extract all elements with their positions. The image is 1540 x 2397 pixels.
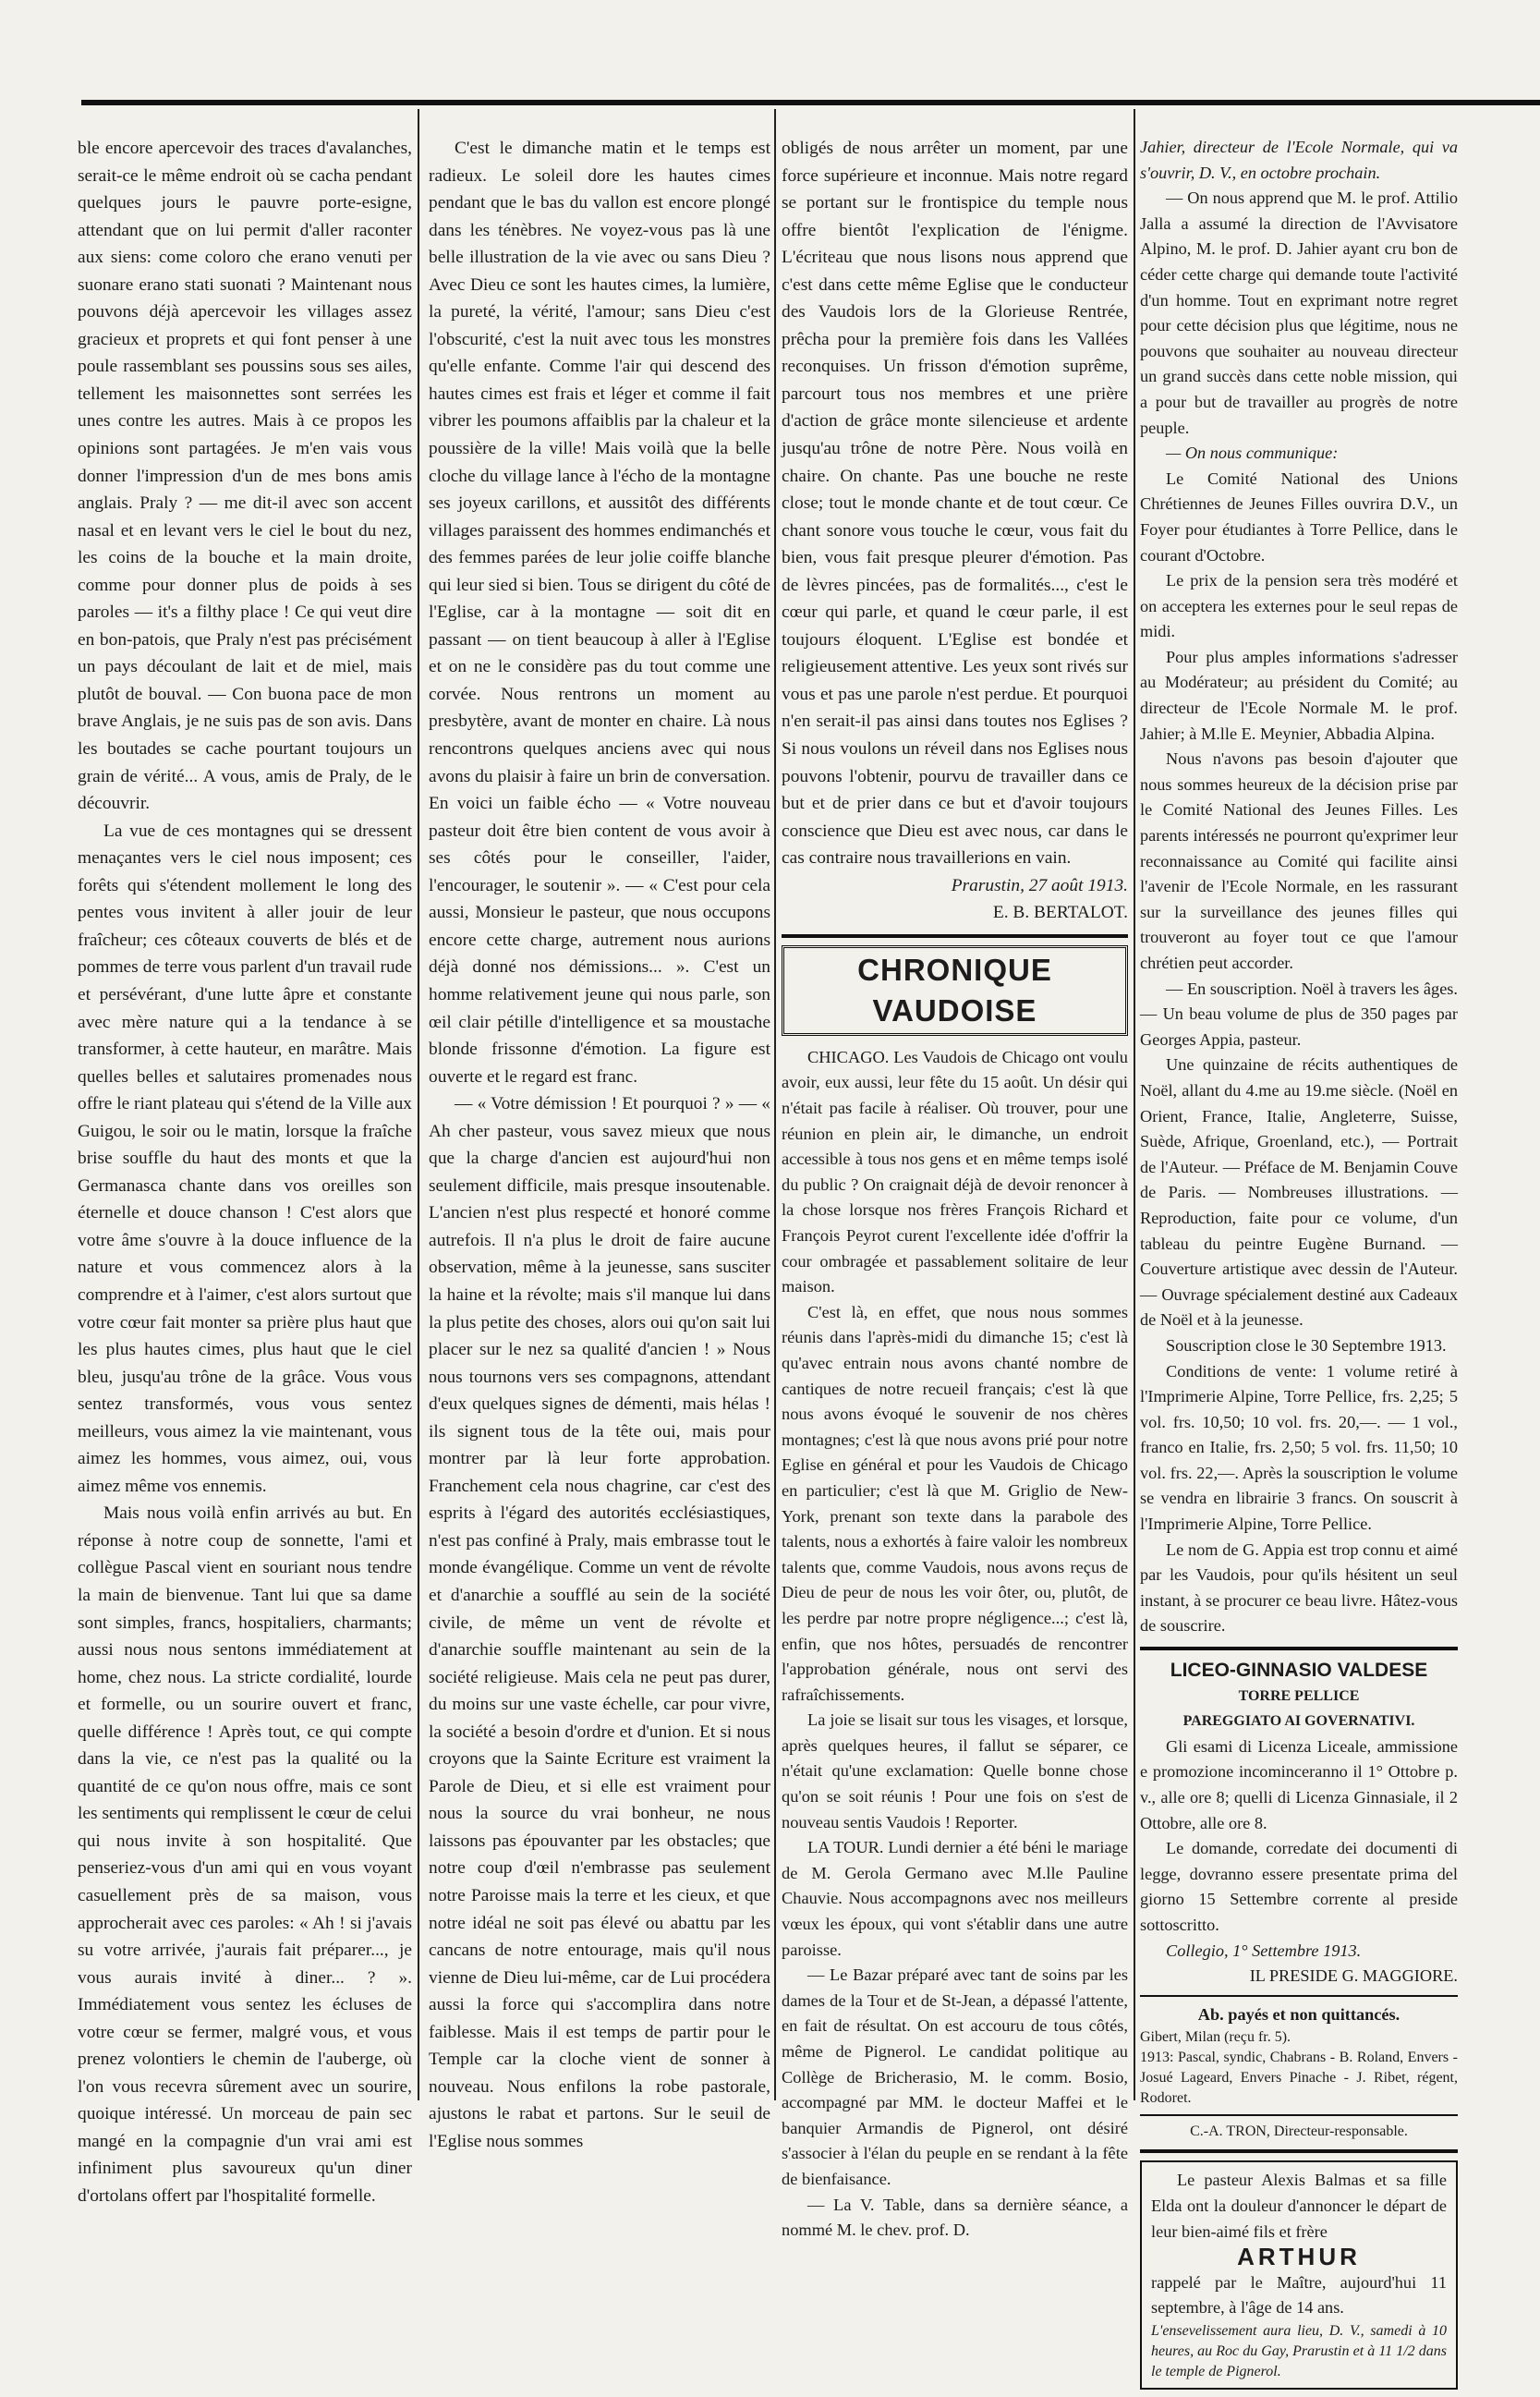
paragraph: Nous n'avons pas besoin d'ajouter que nous sommes heureux de la décision prise par le Comité National des Jeunes Filles. Les parents intéressés ne pourront qu'exprimer leur reconnaissance au Comité qui facilite ainsi l'avenir de l'Ecole Normale, en les rassurant sur la surveillance des jeunes filles qui trouveront au foyer tout ce que l'amour chrétien peut accorder. [1140, 749, 1458, 972]
paragraph: Souscription close le 30 Septembre 1913. [1166, 1335, 1447, 1355]
article-author: E. B. BERTALOT. [992, 903, 1128, 923]
paragraph: Une quinzaine de récits authentiques de Noël, allant du 4.me au 19.me siècle. (Noël en Orient, France, Italie, Angleterre, Suisse, Suède, Afrique, Groenland, etc.), — Portrait de l'Auteur. — Préface de M. Benjamin Couve de Paris. — Nombreuses illustrations. — Reproduction, faite pour ce volume, d'un tableau du peintre Eugène Burnand. — Couverture artistique avec dessin de l'Auteur. — Ouvrage spécialement destiné aux Cadeaux de Noël et à la jeunesse. [1140, 1055, 1458, 1330]
paragraph: Le prix de la pension sera très modéré et on acceptera les externes pour le seul repas de midi. [1140, 571, 1458, 641]
subscriptions-title: Ab. payés et non quittancés. [1197, 2004, 1401, 2024]
liceo-notice [1140, 1658, 1458, 1989]
paragraph: Jahier, directeur de l'Ecole Normale, qui va s'ouvrir, D. V., en octobre prochain. [1140, 138, 1458, 182]
paragraph: — On nous apprend que M. le prof. Attilio Jalla a assumé la direction de l'Avvisatore Alpino, M. le prof. D. Jahier ayant cru bon de céder cette charge qui demande toute l'activité d'un homme. Tout en exprimant notre regret pour cette décision plus que légitime, nous ne pouvons que souhaiter au nouveau directeur un grand succès dans cette noble mission, qui a pour but de travailler au progrès de notre peuple. [1140, 189, 1458, 437]
column-divider [418, 109, 419, 2100]
paragraph: — Le Bazar préparé avec tant de soins par les dames de la Tour et de St-Jean, a dépassé l'attente, en fait de résultat. On est accouru de tous côtés, même de Pignerol. Le candidat politique au Collège de Bricherasio, M. le comm. Bosio, accompagné par MM. le docteur Maffei et le banquier Armandis de Pignerol, ont désiré s'associer à l'élan du peuple en se rendant à la fête de bienfaisance. [782, 1965, 1128, 2188]
section-divider [1140, 2114, 1458, 2116]
paragraph: Pour plus amples informations s'adresser au Modérateur; au président du Comité; au directeur de l'Ecole Normale M. le prof. Jahier; à M.lle E. Meynier, Abbadia Alpina. [1140, 647, 1458, 743]
section-divider [1140, 2149, 1458, 2153]
notice-place: TORRE PELLICE [1238, 1687, 1360, 1704]
paragraph: CHICAGO. Les Vaudois de Chicago ont voulu avoir, eux aussi, leur fête du 15 août. Un désir qui n'était pas facile à réaliser. Où trouver, pour une réunion en plein air, le dimanche, un endroit accessible à tous nos gens et en même temps isolé du public ? On craignait déjà de devoir renoncer à la chose lorsque nos frères François Richard et François Peyrot curent l'excellente idée d'offrir la cour ombragée et passablement solitaire de leur maison. [782, 1047, 1128, 1296]
column-2 [429, 135, 770, 2155]
paragraph: C'est là, en effet, que nous nous sommes réunis dans l'après-midi du dimanche 15; c'est là qu'avec entrain nous avons chanté nombre de cantiques de notre recueil français; c'est là que nous avons évoqué le souvenir de nos chères montagnes; c'est là que nous avons prié pour notre Eglise en général et pour les Vaudois de Chicago en particulier; c'est là que M. Griglio de New-York, prenant son texte dans la parabole des talents, nous a exhortés à faire valoir les nombreux talents que, comme Vaudois, nous avons reçus de Dieu de peur de nous les voir ôter, ou, plutôt, de les perdre par notre propre négligence...; c'est là, enfin, que nos hôtes, persuadés de rencontrer l'approbation générale, nous ont servi des rafraîchissements. [782, 1302, 1128, 1704]
obituary-text: rappelé par le Maître, aujourd'hui 11 septembre, à l'âge de 14 ans. [1151, 2272, 1447, 2318]
paragraph: Conditions de vente: 1 volume retiré à l'Imprimerie Alpine, Torre Pellice, frs. 2,25; 5 vol. frs. 10,50; 10 vol. frs. 20,—. — 1 vol., franco en Italie, frs. 2,50; 5 vol. frs. 11,50; 10 vol. frs. 22,—. Après la souscription le volume se vendra en librairie 3 francs. On souscrit à l'Imprimerie Alpine, Torre Pellice. [1140, 1361, 1458, 1534]
paragraph: — La V. Table, dans sa dernière séance, a nommé M. le chev. prof. D. [782, 2195, 1128, 2240]
obituary-text: Le pasteur Alexis Balmas et sa fille Elda ont la douleur d'annoncer le départ de leur bien-aimé fils et frère [1151, 2171, 1447, 2241]
column-divider [1134, 109, 1135, 2100]
section-divider [1140, 1995, 1458, 1997]
subscriptions-list: Gibert, Milan (reçu fr. 5). 1913: Pascal, syndic, Chabrans - B. Roland, Envers - Josué Lageard, Envers Pinache - J. Ribet, régent, Rodoret. [1140, 2029, 1458, 2107]
notice-status: PAREGGIATO AI GOVERNATIVI. [1182, 1713, 1415, 1730]
notice-date: Collegio, 1° Settembre 1913. [1166, 1941, 1362, 1960]
obituary-box [1140, 2160, 1458, 2390]
paragraph: ble encore apercevoir des traces d'avalanches, serait-ce le même endroit où se cacha pendant quelques jours le pauvre porte-esigne, attendant que on lui permit d'aller raconter aux siens: come coloro che erano venuti per suonare erano stati suonati ? Maintenant nous pouvons déjà apercevoir les villages assez gracieux et proprets et qui font penser à une poule rassemblant ses poussins sous ses ailes, tellement les maisonnettes sont serrées les unes contre les autres. Mais à ce propos les opinions sont partagées. Je m'en vais vous donner l'impression d'un de mes bons amis anglais. Praly ? — me dit-il avec son accent nasal et en levant vers le ciel le bout du nez, les coins de la bouche et la main droite, comme pour donner plus de poids à ses paroles — it's a filthy place ! Ce qui veut dire en bon-patois, que Praly n'est pas précisément un pays découlant de lait et de miel, mais plutôt de bouval. — Con buona pace de mon brave Anglais, je ne suis pas de son avis. Dans les boutades se cache pourtant toujours un grain de vérité... A vous, amis de Praly, de le découvrir. [78, 139, 412, 814]
paragraph: Le nom de G. Appia est trop connu et aimé par les Vaudois, pour qu'ils hésitent un seul instant, à se procurer ce beau livre. Hâtez-vous de souscrire. [1140, 1539, 1458, 1636]
paragraph: Le Comité National des Unions Chrétiennes de Jeunes Filles ouvrira D.V., un Foyer pour étudiantes à Torre Pellice, dans le courant d'Octobre. [1140, 468, 1458, 565]
paragraph: La vue de ces montagnes qui se dressent menaçantes vers le ciel nous imposent; ces forêts qui s'étendent mollement le long des pentes vous invitent à aller jouir de leur fraîcheur; ces côteaux couverts de blés et de pommes de terre vous parlent d'un travail rude et persévérant, d'une lutte âpre et constante avec mère nature qui a la tendance à se transformer, à cette hauteur, en marâtre. Mais quelles belles et salutaires promenades nous offre le riant plateau qui s'étend de la Ville aux Guigou, le soir ou le matin, lorsque la fraîche brise souffle du haut des monts et que la Germanasca chante dans vos oreilles son éternelle et douce chanson ! C'est alors que votre âme s'ouvre à la douce influence de la nature et vous commencez alors à la comprendre et à l'aimer, c'est alors surtout que votre cœur fait monter sa prière plus haut que les plus hautes cimes, plus haut que le ciel bleu, jusqu'au trône de la grâce. Vous vous sentez transformés, vous vous sentez meilleurs, vous aimez la vie maintenant, vous aimez les hommes, vous aimez, oui, vous aimez même vos ennemis. [78, 821, 412, 1496]
section-divider [782, 934, 1128, 938]
chronicle-body [782, 1045, 1128, 2244]
paragraph: — On nous communique: [1166, 444, 1339, 463]
section-divider [1140, 1647, 1458, 1650]
paragraph: — « Votre démission ! Et pourquoi ? » — « Ah cher pasteur, vous savez mieux que nous que la charge d'ancien est aujourd'hui non seulement difficile, mais presque insoutenable. L'ancien n'est plus respecté et honoré comme autrefois. Il n'a plus le droit de faire aucune observation, même à la jeunesse, sans susciter la haine et la révolte; mais s'il manque lui dans la plus petite des choses, alors oui qu'on sait lui placer sur le nez sa qualité d'ancien ! » Nous nous tournons vers ses compagnons, attendant d'eux quelques signes de démenti, mais hélas ! ils signent tous de la tête oui, mais pour montrer par là leur forte approbation. Franchement cela nous chagrine, car c'est des esprits à l'égard des autorités ecclésiastiques, n'est pas confiné à Praly, mais embrasse tout le monde évangélique. Comme un vent de révolte et d'anarchie a soufflé au sein de la société civile, de même un vent de révolte et d'anarchie souffle maintenant au sein de la société religieuse. Mais cela ne peut pas durer, du moins sur une vaste échelle, car pour vivre, la société a besoin d'ordre et d'union. Et si nous croyons que la Sainte Ecriture est vraiment la Parole de Dieu, et si elle est vraiment pour nous la source du vrai bonheur, ne nous laissons pas épouvanter par les obstacles; que notre coup d'œil n'embrasse pas seulement notre Paroisse mais la terre et les cieux, et que notre idéal ne soit pas élevé ou abattu par les cancans de notre entourage, mais qu'il nous vienne de Dieu lui-même, car de Lui procédera aussi la force qui s'accomplira dans notre faiblesse. Mais il est temps de partir pour le Temple car la cloche vient de sonner à nouveau. Nous enfilons la robe pastorale, ajustons le rabat et partons. Sur le seuil de l'Eglise nous sommes [429, 1094, 770, 2151]
obituary-note: L'ensevelissement aura lieu, D. V., samedi à 10 heures, au Roc du Gay, Prarustin et à 11 1/2 dans le temple de Pignerol. [1151, 2322, 1447, 2379]
obituary-name: ARTHUR [1237, 2243, 1361, 2271]
paragraph: Gli esami di Licenza Liceale, ammissione e promozione incominceranno il 1° Ottobre p. v., alle ore 8; quelli di Licenza Ginnasiale, il 2 Ottobre, alle ore 8. [1140, 1736, 1458, 1832]
paragraph: obligés de nous arrêter un moment, par une force supérieure et inconnue. Mais notre regard se portant sur le frontispice du temple nous offre bientôt l'explication de l'énigme. L'écriteau que nous lisons nous apprend que c'est dans cette même Eglise que le conducteur des Vaudois lors de la Glorieuse Rentrée, prêcha pour la première fois dans les Vallées reconquises. Un frisson d'émotion suprême, parcourt tous nos membres et une prière d'action de grâce monte silencieuse et ardente jusqu'au trône de notre Père. Nous voilà en chaire. On chante. Pas une bouche ne reste close; tout le monde chante et de tout cœur. Ce chant sonore vous touche le cœur, vous fait du bien, vous fait presque pleurer d'émotion. Pas de lèvres pincées, pas de formalités..., c'est le cœur qui parle, et quand le cœur parle, il est toujours éloquent. L'Eglise est bondée et religieusement attentive. Les yeux sont rivés sur vous et pas une parole n'est perdue. Et pourquoi n'en serait-il pas ainsi dans toutes nos Eglises ? Si nous voulons un réveil dans nos Eglises nous pouvons l'obtenir, pourvu de travailler dans ce but et de prier dans ce but et d'avoir toujours conscience que Dieu est avec nous, car dans le cas contraire nous travaillerions en vain. [782, 139, 1128, 869]
article-place-date: Prarustin, 27 août 1913. [951, 875, 1128, 895]
paragraph: Mais nous voilà enfin arrivés au but. En réponse à notre coup de sonnette, l'ami et collègue Pascal vient en souriant nous tendre la main de bienvenue. Tant lui que sa dame sont simples, francs, hospitaliers, charmants; aussi nous nous sentons immédiatement at home, chez nous. La stricte cordialité, lourde et formelle, ou un sourire ouvert et franc, quelle différence ! Après tout, ce qui compte dans la vie, ce n'est pas la qualité ou la quantité de ce qu'on nous offre, mais ce sont les sentiments qui remplissent le cœur de celui qui nous invite à son hospitalité. Que penseriez-vous d'un ami qui en vous voyant casuellement près de sa maison, vous approcherait avec ces paroles: « Ah ! si j'avais su votre arrivée, j'aurais fait préparer..., je vous aurais invité à diner... ? ». Immédiatement vous sentez les écluses de votre cœur se fermer, malgré vous, et vous prenez volontiers le chemin de l'auberge, où l'on vous recevra sûrement avec un sourire, quoique intéressé. Un morceau de pain sec mangé en la compagnie d'un vrai ami est infiniment plus savoureux qu'un diner d'ortolans offert par l'hospitalité formelle. [78, 1503, 412, 2207]
paragraph: — En souscription. Noël à travers les âges. — Un beau volume de plus de 350 pages par Georges Appia, pasteur. [1140, 979, 1458, 1049]
column-divider [774, 109, 776, 2100]
paragraph: La joie se lisait sur tous les visages, et lorsque, après quelques heures, il fallut se séparer, ce n'était qu'une exclamation: Quelle bonne chose qu'on se soit réunis ! Pour une fois on s'est de nouveau sentis Vaudois ! Reporter. [782, 1710, 1128, 1831]
notice-signature: IL PRESIDE G. MAGGIORE. [1249, 1966, 1458, 1986]
paragraph: C'est le dimanche matin et le temps est radieux. Le soleil dore les hautes cimes pendant que le bas du vallon est encore plongé dans les ténèbres. Ne voyez-vous pas là une belle illustration de la vie avec ou sans Dieu ? Avec Dieu ce sont les hautes cimes, la lumière, la pureté, la vérité, l'amour; sans Dieu c'est l'obscurité, c'est la nuit avec tous les monstres qu'elle enfante. Comme l'air qui descend des hautes cimes est frais et léger et comme il fait vibrer les poumons affaiblis par la chaleur et la poussière de la ville! Mais voilà que la belle cloche du village lance à l'écho de la montagne ses joyeux carillons, et aussitôt des différents villages paraissent des hommes endimanchés et des femmes parées de leur jolie coiffe blanche qui leur sied si bien. Tous se dirigent du côté de l'Eglise, car à la montagne — soit dit en passant — on tient beaucoup à aller à l'Eglise et on ne le considère pas du tout comme une corvée. Nous rentrons un moment au presbytère, avant de monter en chaire. Là nous rencontrons quelques anciens avec qui nous avons du plaisir à faire un brin de conversation. En voici un faible écho — « Votre nouveau pasteur doit être bien content de vous avoir à ses côtés pour le conseiller, l'aider, l'encourager, le soutenir ». — « C'est pour cela aussi, Monsieur le pasteur, que nous occupons encore cette charge, autrement nous aurions déjà donné nos démissions... ». C'est un homme relativement jeune qui nous parle, son œil clair pétille d'intelligence et sa moustache blonde frissonne d'émotion. La figure est ouverte et le regard est franc. [429, 139, 770, 1087]
paragraph: LA TOUR. Lundi dernier a été béni le mariage de M. Gerola Germano avec M.lle Pauline Chauvie. Nous accompagnons avec nos meilleurs vœux les époux, qui vont s'établir dans une autre paroisse. [782, 1838, 1128, 1959]
column-4 [1140, 135, 1458, 2397]
editor-line: C.-A. TRON, Directeur-responsable. [1190, 2123, 1408, 2140]
paragraph: Le domande, corredate dei documenti di legge, dovranno essere presentate prima del giorno 15 Settembre corrente al preside sottoscritto. [1140, 1839, 1458, 1934]
top-rule [81, 100, 1540, 105]
column-3 [782, 135, 1128, 2244]
column-1 [78, 135, 412, 2210]
notice-title: LICEO-GINNASIO VALDESE [1170, 1660, 1428, 1682]
section-heading: CHRONIQUE VAUDOISE [782, 945, 1128, 1036]
